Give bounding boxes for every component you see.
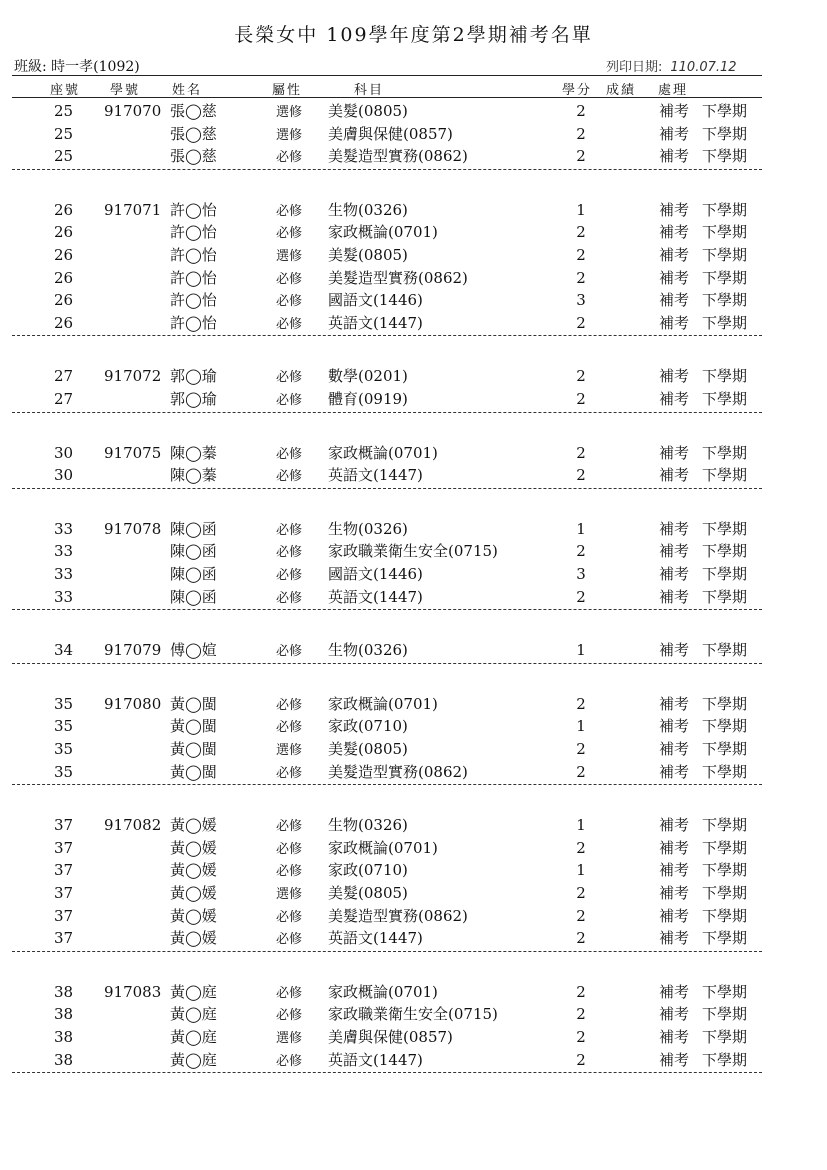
row-seat: 26 <box>54 200 74 219</box>
row-credit: 1 <box>576 641 586 660</box>
row-subject: 美髮(0805) <box>328 740 408 758</box>
row-name: 黃◯閩 <box>170 740 217 758</box>
row-credit: 2 <box>576 838 586 857</box>
row-credit: 2 <box>576 246 586 264</box>
row-credit: 3 <box>576 291 586 310</box>
row-seat: 37 <box>54 906 74 925</box>
row-term: 下學期 <box>702 1050 748 1069</box>
group-separator <box>12 1072 762 1073</box>
page-title: 長榮女中 109學年度第2學期補考名單 <box>234 24 593 46</box>
row-seat: 38 <box>54 1050 74 1069</box>
row-credit: 2 <box>576 906 586 925</box>
row-term: 下學期 <box>702 124 748 143</box>
row-term: 下學期 <box>702 982 748 1001</box>
row-attribute: 必修 <box>276 841 303 857</box>
row-action: 補考 <box>659 884 690 902</box>
row-term: 下學期 <box>702 313 748 332</box>
row-name: 黃◯閩 <box>170 762 217 781</box>
row-subject: 家政概論(0701) <box>328 223 438 242</box>
row-action: 補考 <box>659 200 690 219</box>
row-subject: 美髮(0805) <box>328 246 408 264</box>
row-student-id: 917083 <box>104 982 162 1001</box>
row-name: 黃◯媛 <box>170 929 217 948</box>
row-subject: 體育(0919) <box>328 390 408 408</box>
column-header-seat: 座號 <box>50 83 81 98</box>
row-term: 下學期 <box>702 884 748 902</box>
group-separator <box>12 784 762 785</box>
row-student-id: 917071 <box>104 200 162 219</box>
row-action: 補考 <box>659 641 690 660</box>
column-header-action: 處理 <box>658 83 689 98</box>
row-action: 補考 <box>659 861 690 880</box>
row-student-id: 917075 <box>104 443 162 462</box>
row-credit: 2 <box>576 740 586 758</box>
row-credit: 2 <box>576 147 586 166</box>
row-name: 黃◯庭 <box>170 982 217 1001</box>
row-action: 補考 <box>659 1050 690 1069</box>
row-name: 黃◯庭 <box>170 1028 217 1046</box>
row-name: 許◯怡 <box>170 313 217 332</box>
row-attribute: 必修 <box>276 819 303 835</box>
row-student-id: 917070 <box>104 102 162 120</box>
row-name: 陳◯蓁 <box>170 443 217 462</box>
row-action: 補考 <box>659 565 690 583</box>
row-term: 下學期 <box>702 223 748 242</box>
row-subject: 英語文(1447) <box>328 313 423 332</box>
group-separator <box>12 335 762 336</box>
row-credit: 2 <box>576 982 586 1001</box>
row-attribute: 必修 <box>276 864 303 880</box>
row-attribute: 必修 <box>276 271 303 287</box>
row-action: 補考 <box>659 147 690 166</box>
row-seat: 34 <box>54 641 74 660</box>
row-credit: 2 <box>576 542 586 561</box>
row-action: 補考 <box>659 838 690 857</box>
row-term: 下學期 <box>702 1028 748 1046</box>
row-attribute: 必修 <box>276 765 303 781</box>
row-student-id: 917079 <box>104 641 162 660</box>
row-term: 下學期 <box>702 291 748 310</box>
row-action: 補考 <box>659 982 690 1001</box>
row-attribute: 必修 <box>276 522 303 538</box>
row-action: 補考 <box>659 268 690 287</box>
row-attribute: 選修 <box>276 743 303 758</box>
row-seat: 33 <box>54 519 74 538</box>
row-term: 下學期 <box>702 519 748 538</box>
row-credit: 2 <box>576 466 586 485</box>
row-action: 補考 <box>659 519 690 538</box>
row-name: 陳◯函 <box>170 542 217 561</box>
row-credit: 3 <box>576 565 586 583</box>
row-credit: 2 <box>576 1005 586 1024</box>
row-credit: 2 <box>576 268 586 287</box>
row-credit: 1 <box>576 519 586 538</box>
row-attribute: 必修 <box>276 446 303 462</box>
row-subject: 美髮造型實務(0862) <box>328 762 468 781</box>
row-seat: 26 <box>54 313 74 332</box>
row-term: 下學期 <box>702 367 748 386</box>
row-subject: 美膚與保健(0857) <box>328 124 453 143</box>
row-credit: 2 <box>576 884 586 902</box>
row-subject: 家政概論(0701) <box>328 838 438 857</box>
row-credit: 2 <box>576 929 586 948</box>
row-credit: 2 <box>576 762 586 781</box>
row-term: 下學期 <box>702 390 748 408</box>
row-term: 下學期 <box>702 906 748 925</box>
row-seat: 35 <box>54 762 74 781</box>
row-subject: 數學(0201) <box>328 367 408 386</box>
row-credit: 2 <box>576 313 586 332</box>
row-credit: 2 <box>576 124 586 143</box>
row-action: 補考 <box>659 694 690 713</box>
row-seat: 38 <box>54 1005 74 1024</box>
row-action: 補考 <box>659 223 690 242</box>
row-subject: 美髮(0805) <box>328 884 408 902</box>
group-separator <box>12 609 762 610</box>
row-subject: 美膚與保健(0857) <box>328 1028 453 1046</box>
row-name: 黃◯庭 <box>170 1005 217 1024</box>
row-credit: 2 <box>576 390 586 408</box>
row-subject: 英語文(1447) <box>328 466 423 485</box>
row-name: 許◯怡 <box>170 246 217 264</box>
row-action: 補考 <box>659 1005 690 1024</box>
header-bottom-rule <box>12 97 762 98</box>
row-name: 許◯怡 <box>170 200 217 219</box>
row-seat: 37 <box>54 884 74 902</box>
row-seat: 33 <box>54 542 74 561</box>
print-date-value: 110.07.12 <box>670 60 737 75</box>
row-action: 補考 <box>659 906 690 925</box>
row-credit: 2 <box>576 587 586 606</box>
column-header-name: 姓名 <box>172 83 203 98</box>
row-credit: 2 <box>576 1050 586 1069</box>
group-separator <box>12 951 762 952</box>
row-term: 下學期 <box>702 443 748 462</box>
row-subject: 生物(0326) <box>328 816 408 835</box>
row-name: 郭◯瑜 <box>170 367 217 386</box>
row-attribute: 必修 <box>276 985 303 1001</box>
row-attribute: 必修 <box>276 590 303 606</box>
row-credit: 1 <box>576 200 586 219</box>
row-seat: 30 <box>54 466 74 485</box>
row-subject: 英語文(1447) <box>328 587 423 606</box>
row-action: 補考 <box>659 466 690 485</box>
row-attribute: 必修 <box>276 545 303 561</box>
row-seat: 35 <box>54 717 74 736</box>
row-attribute: 必修 <box>276 720 303 736</box>
row-attribute: 必修 <box>276 294 303 310</box>
row-name: 張◯慈 <box>170 102 217 120</box>
print-date-label: 列印日期: <box>606 60 663 75</box>
row-name: 黃◯閩 <box>170 694 217 713</box>
row-seat: 27 <box>54 390 74 408</box>
row-attribute: 必修 <box>276 226 303 242</box>
row-subject: 家政概論(0701) <box>328 694 438 713</box>
row-action: 補考 <box>659 246 690 264</box>
row-subject: 美髮造型實務(0862) <box>328 906 468 925</box>
row-seat: 30 <box>54 443 74 462</box>
row-attribute: 必修 <box>276 316 303 332</box>
row-action: 補考 <box>659 367 690 386</box>
row-seat: 27 <box>54 367 74 386</box>
row-seat: 38 <box>54 982 74 1001</box>
row-attribute: 必修 <box>276 909 303 925</box>
row-subject: 生物(0326) <box>328 200 408 219</box>
row-name: 陳◯蓁 <box>170 466 217 485</box>
row-subject: 英語文(1447) <box>328 929 423 948</box>
row-action: 補考 <box>659 291 690 310</box>
row-attribute: 必修 <box>276 932 303 948</box>
column-header-score: 成績 <box>606 83 637 98</box>
row-name: 陳◯函 <box>170 519 217 538</box>
row-term: 下學期 <box>702 838 748 857</box>
row-seat: 35 <box>54 740 74 758</box>
row-attribute: 選修 <box>276 887 303 902</box>
row-seat: 26 <box>54 246 74 264</box>
row-attribute: 必修 <box>276 568 303 583</box>
row-name: 黃◯媛 <box>170 816 217 835</box>
row-credit: 1 <box>576 816 586 835</box>
row-attribute: 選修 <box>276 105 303 120</box>
row-attribute: 必修 <box>276 1053 303 1069</box>
row-attribute: 選修 <box>276 127 303 143</box>
row-name: 黃◯閩 <box>170 717 217 736</box>
row-seat: 37 <box>54 929 74 948</box>
row-term: 下學期 <box>702 587 748 606</box>
row-name: 許◯怡 <box>170 223 217 242</box>
row-attribute: 必修 <box>276 644 303 660</box>
row-term: 下學期 <box>702 816 748 835</box>
row-credit: 2 <box>576 1028 586 1046</box>
row-term: 下學期 <box>702 542 748 561</box>
row-attribute: 必修 <box>276 393 303 408</box>
column-header-attribute: 屬性 <box>272 83 303 98</box>
row-subject: 生物(0326) <box>328 519 408 538</box>
row-credit: 2 <box>576 694 586 713</box>
row-name: 許◯怡 <box>170 268 217 287</box>
row-credit: 2 <box>576 102 586 120</box>
row-seat: 37 <box>54 816 74 835</box>
row-attribute: 必修 <box>276 1008 303 1024</box>
row-subject: 美髮(0805) <box>328 102 408 120</box>
row-subject: 美髮造型實務(0862) <box>328 268 468 287</box>
row-attribute: 必修 <box>276 370 303 386</box>
row-name: 傅◯媗 <box>170 641 217 660</box>
row-term: 下學期 <box>702 694 748 713</box>
row-subject: 家政(0710) <box>328 717 408 736</box>
row-action: 補考 <box>659 740 690 758</box>
row-term: 下學期 <box>702 740 748 758</box>
row-name: 張◯慈 <box>170 124 217 143</box>
row-subject: 家政職業衛生安全(0715) <box>328 1005 498 1024</box>
row-seat: 35 <box>54 694 74 713</box>
row-seat: 25 <box>54 102 74 120</box>
row-seat: 33 <box>54 565 74 583</box>
row-name: 張◯慈 <box>170 147 217 166</box>
row-term: 下學期 <box>702 641 748 660</box>
row-term: 下學期 <box>702 268 748 287</box>
column-header-credit: 學分 <box>562 83 593 98</box>
row-credit: 1 <box>576 717 586 736</box>
row-term: 下學期 <box>702 565 748 583</box>
row-subject: 家政(0710) <box>328 861 408 880</box>
row-credit: 2 <box>576 223 586 242</box>
print-date <box>606 56 737 75</box>
row-action: 補考 <box>659 390 690 408</box>
row-attribute: 必修 <box>276 203 303 219</box>
row-action: 補考 <box>659 816 690 835</box>
row-subject: 國語文(1446) <box>328 291 423 310</box>
row-name: 黃◯媛 <box>170 906 217 925</box>
row-action: 補考 <box>659 717 690 736</box>
row-credit: 2 <box>576 367 586 386</box>
row-seat: 26 <box>54 268 74 287</box>
row-subject: 家政概論(0701) <box>328 443 438 462</box>
row-seat: 25 <box>54 124 74 143</box>
row-term: 下學期 <box>702 717 748 736</box>
row-seat: 38 <box>54 1028 74 1046</box>
row-subject: 生物(0326) <box>328 641 408 660</box>
column-header-student-id: 學號 <box>110 83 141 98</box>
row-credit: 2 <box>576 443 586 462</box>
row-term: 下學期 <box>702 466 748 485</box>
row-action: 補考 <box>659 587 690 606</box>
group-separator <box>12 169 762 170</box>
row-action: 補考 <box>659 102 690 120</box>
row-student-id: 917078 <box>104 519 162 538</box>
row-action: 補考 <box>659 443 690 462</box>
row-subject: 國語文(1446) <box>328 565 423 583</box>
row-seat: 26 <box>54 291 74 310</box>
row-term: 下學期 <box>702 861 748 880</box>
row-subject: 家政職業衛生安全(0715) <box>328 542 498 561</box>
row-term: 下學期 <box>702 762 748 781</box>
row-action: 補考 <box>659 124 690 143</box>
row-student-id: 917080 <box>104 694 162 713</box>
row-term: 下學期 <box>702 147 748 166</box>
column-header-subject: 科目 <box>354 83 385 98</box>
row-action: 補考 <box>659 313 690 332</box>
row-name: 黃◯庭 <box>170 1050 217 1069</box>
row-attribute: 選修 <box>276 1031 303 1046</box>
row-name: 郭◯瑜 <box>170 390 217 408</box>
row-name: 陳◯函 <box>170 587 217 606</box>
row-action: 補考 <box>659 542 690 561</box>
row-attribute: 必修 <box>276 469 303 485</box>
row-student-id: 917072 <box>104 367 162 386</box>
row-seat: 26 <box>54 223 74 242</box>
row-name: 陳◯函 <box>170 565 217 583</box>
row-student-id: 917082 <box>104 816 162 835</box>
row-name: 黃◯媛 <box>170 838 217 857</box>
row-term: 下學期 <box>702 246 748 264</box>
header-top-rule <box>12 75 762 76</box>
row-term: 下學期 <box>702 102 748 120</box>
row-action: 補考 <box>659 929 690 948</box>
row-attribute: 必修 <box>276 150 303 166</box>
row-action: 補考 <box>659 762 690 781</box>
row-seat: 37 <box>54 861 74 880</box>
group-separator <box>12 412 762 413</box>
row-term: 下學期 <box>702 1005 748 1024</box>
row-seat: 37 <box>54 838 74 857</box>
row-attribute: 選修 <box>276 249 303 264</box>
group-separator <box>12 488 762 489</box>
row-name: 許◯怡 <box>170 291 217 310</box>
row-name: 黃◯媛 <box>170 861 217 880</box>
class-label: 班級: 時一孝(1092) <box>14 59 140 75</box>
row-subject: 家政概論(0701) <box>328 982 438 1001</box>
row-term: 下學期 <box>702 200 748 219</box>
row-subject: 美髮造型實務(0862) <box>328 147 468 166</box>
row-attribute: 必修 <box>276 697 303 713</box>
row-seat: 33 <box>54 587 74 606</box>
row-term: 下學期 <box>702 929 748 948</box>
row-credit: 1 <box>576 861 586 880</box>
row-seat: 25 <box>54 147 74 166</box>
group-separator <box>12 663 762 664</box>
row-name: 黃◯媛 <box>170 884 217 902</box>
row-action: 補考 <box>659 1028 690 1046</box>
row-subject: 英語文(1447) <box>328 1050 423 1069</box>
